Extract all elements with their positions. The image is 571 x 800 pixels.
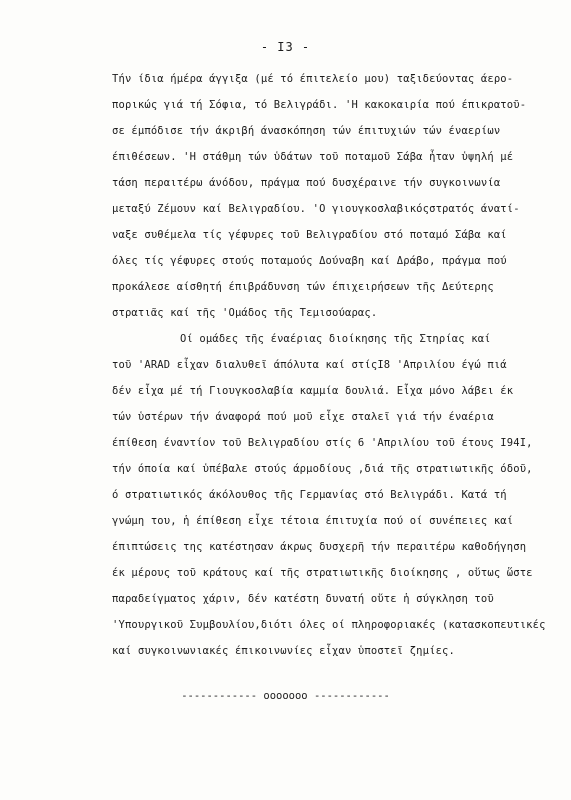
text-line-7: ναξε συθέμελα τίς γέφυρες τοῦ Βελιγραδίου στό ποταμό Σάβα καί [112,229,507,241]
text-line-15: έπίθεση έναντίον τοῦ Βελιγραδίου στίς 6 'Απριλίου τοῦ έτους I94I, [112,437,533,449]
text-line-22: 'Υπουργικοῦ Συμβουλίου,διότι όλες οί πληροφοριακές (κατασκοπευτικές [112,619,546,631]
text-line-10: στρατιᾶς καί τῆς 'Ομάδος τῆς Τεμισούαρας. [112,307,378,319]
text-line-19: έπιπτώσεις της κατέστησαν άκρως δυσχερῆ τήν περαιτέρω καθοδήγηση [112,541,527,553]
text-line-9: προκάλεσε αίσθητή έπιβράδυνση τών έπιχειρήσεων τῆς Δεύτερης [112,281,494,293]
text-line-16: τήν όποία καί ὑπέβαλε στούς άρμοδίους ,διά τῆς στρατιωτικῆς όδοῦ, [112,463,533,475]
text-line-2: πορικώς γιά τή Σόφια, τό Βελιγράδι. 'Η κακοκαιρία πού έπικρατοῦ- [112,99,527,111]
text-line-20: έκ μέρους τοῦ κράτους καί τῆς στρατιωτικῆς διοίκησης , οὕτως ὥστε [112,567,533,579]
text-line-18: γνώμη του, ἡ έπίθεση εἶχε τέτοια έπιτυχία πού οί συνέπειες καί [112,515,514,527]
text-line-13: δέν εἶχα μέ τή Γιουγκοσλαβία καμμία δουλιά. Εἶχα μόνο λάβει έκ [112,385,514,397]
text-line-14: τών ὑστέρων τήν άναφορά πού μοῦ εἶχε σταλεῖ γιά τήν έναέρια [112,411,494,423]
text-line-4: έπιθέσεων. 'Η στάθμη τών ὑδάτων τοῦ ποταμοῦ Σάβα ἦταν ὑψηλή μέ [112,151,514,163]
text-line-3: σε έμπόδισε τήν άκριβή άνασκόπηση τών έπιτυχιών τών έναερίων [112,125,501,137]
text-line-11: Οί ομάδες τῆς έναέριας διοίκησης τῆς Στηρίας καί [180,333,491,345]
text-line-17: ό στρατιωτικός άκόλουθος τῆς Γερμανίας στό Βελιγράδι. Κατά τή [112,489,507,501]
text-line-21: παραδείγματος χάριν, δέν κατέστη δυνατή οὔτε ἡ σύγκληση τοῦ [112,593,494,605]
section-separator: ------------ ooooooo ------------ [181,690,390,702]
page-number: - I3 - [260,40,311,54]
text-line-8: όλες τίς γέφυρες στούς ποταμούς Δούναβη καί Δράβο, πράγμα πού [112,255,507,267]
text-line-5: τάση περαιτέρω άνόδου, πράγμα πού δυσχέραινε τήν συγκοινωνία [112,177,501,189]
text-line-23: καί συγκοινωνιακές έπικοινωνίες εἶχαν ὑποστεῖ ζημίες. [112,645,455,657]
text-line-1: Τήν ίδια ήμέρα άγγιξα (μέ τό έπιτελείο μου) ταξιδεύοντας άερο- [112,73,514,85]
text-line-6: μεταξύ Ζέμουν καί Βελιγραδίου. 'Ο γιουγκοσλαβικόςστρατός άνατί- [112,203,520,215]
text-line-12: τοῦ 'ARAD εἶχαν διαλυθεῖ άπόλυτα καί στίςI8 'Απριλίου έγώ πιά [112,359,507,371]
